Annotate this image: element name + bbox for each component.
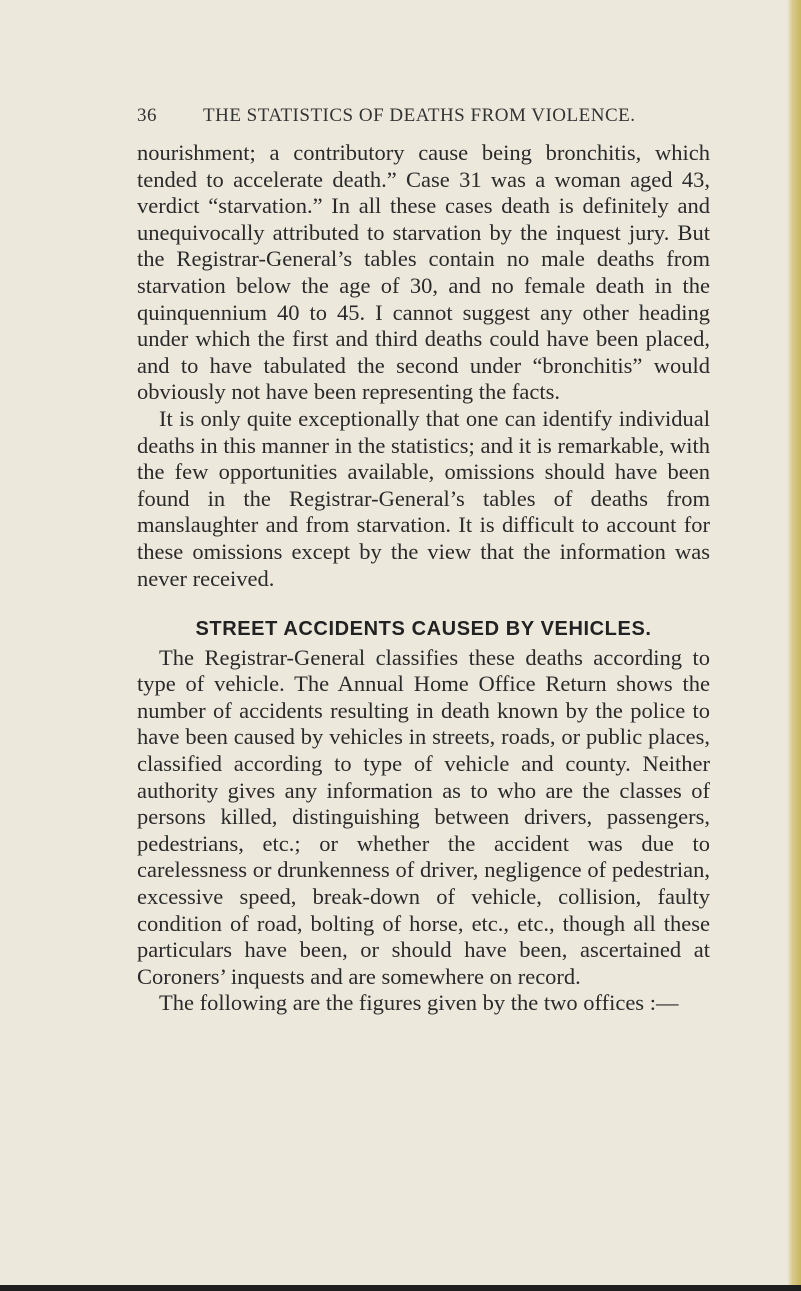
running-header (137, 105, 737, 127)
paragraph-figures-intro: The following are the figures given by the two offices :— (159, 990, 679, 1016)
page-number: 36 (137, 105, 157, 126)
paragraph-classification: The Registrar-General classifies these deaths according to type of vehicle. The Annual Home Office Return shows the number of accidents resulting in death known by the police to have been caused by vehicles in streets, roads, or public places, classified according to type of vehicle and county. Neither authority gives any information as to who are the classes of persons killed, distinguishing between drivers, passengers, pedestrians, etc.; or whether the accident was due to carelessness or drunkenness of driver, negligence of pedestrian, excessive speed, break-down of vehicle, collision, faulty condition of road, bolting of horse, etc., etc., though all these particulars have been, or should have been, ascertained at Coroners’ inquests and are somewhere on record. (137, 644, 710, 989)
bottom-rule (0, 1285, 801, 1291)
running-title: THE STATISTICS OF DEATHS FROM VIOLENCE. (203, 105, 636, 126)
section-heading: STREET ACCIDENTS CAUSED BY VEHICLES. (195, 618, 652, 641)
body-text (137, 140, 710, 1017)
paragraph-continuation: nourishment; a contributory cause being bronchitis, which tended to accelerate death.” Case 31 was a woman aged 43, verdict “starvation.” In all these cases death is definitely and unequivocally attributed to starvation by the inquest jury. But the Registrar-General’s tables contain no male deaths from starvation below the age of 30, and no female death in the quinquennium 40 to 45. I cannot suggest any other heading under which the first and third deaths could have been placed, and to have tabulated the second under “bronchitis” would obviously not have been representing the facts. (137, 140, 710, 405)
page-edge (787, 0, 801, 1291)
paragraph-identification: It is only quite exceptionally that one can identify individual deaths in this manner in the statistics; and it is remarkable, with the few opportunities available, omissions should have been found in the Registrar-General’s tables of deaths from manslaughter and from starvation. It is difficult to account for these omissions except by the view that the information was never received. (137, 405, 710, 591)
